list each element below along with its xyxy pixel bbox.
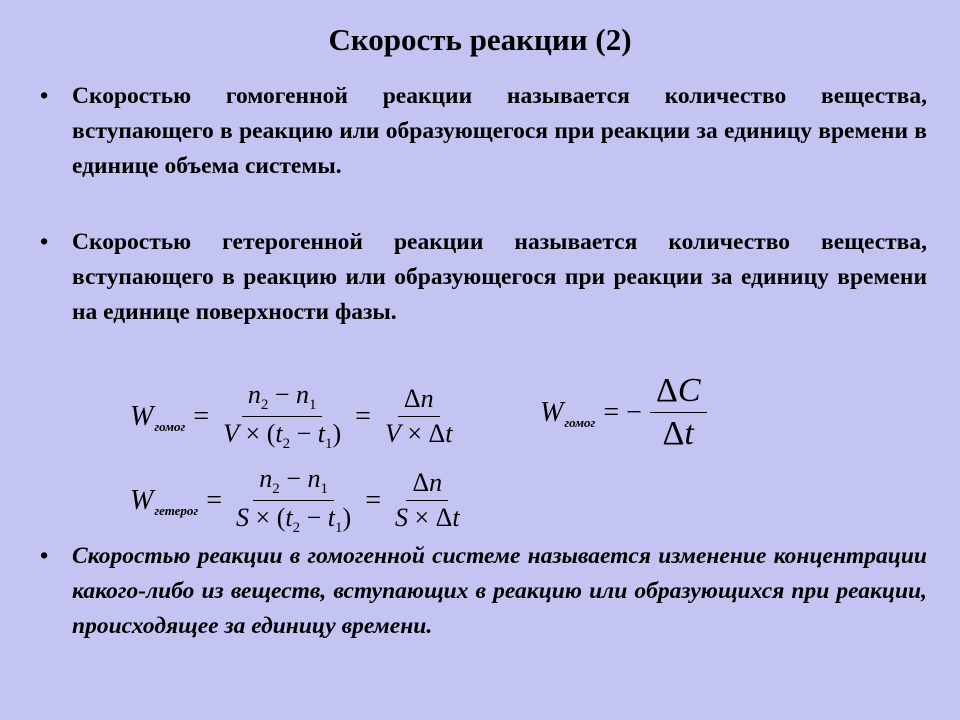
fraction: $\frac{n_2 - n_1}{S \times (t_2 - t_1)}$ — [236, 464, 352, 536]
fraction: $\frac{\Delta n}{V \times \Delta t}$ — [384, 384, 453, 448]
formula-concentration-rate: W гомог = − $\frac{\Delta C}{\Delta t}$ — [540, 370, 707, 455]
fraction: $\frac{\Delta n}{S \times \Delta t}$ — [394, 468, 460, 532]
formula-symbol-w: W — [540, 396, 564, 428]
formula-subscript: гетерог — [154, 502, 199, 518]
formula-symbol-w: W — [130, 400, 154, 432]
bullet-reaction-rate-definition — [40, 539, 927, 644]
bullet-text: Скоростью гетерогенной реакции называется количество вещества, вступающего в реакцию или образующегося при реакции за единицу времени на единице поверхности фазы. — [72, 229, 927, 325]
formula-subscript: гомог — [564, 414, 596, 430]
bullet-text: Скоростью реакции в гомогенной системе называется изменение концентрации какого-либо из веществ, вступающих в реакцию или образующихся при реакции, происходящее за единицу времени. — [72, 543, 927, 639]
bullet-dot: • — [40, 83, 49, 109]
bullet-heterogeneous-definition — [40, 225, 927, 330]
fraction: $\frac{n_2 - n_1}{V \times (t_2 - t_1)}$ — [223, 380, 342, 452]
formula-symbol-w: W — [130, 484, 154, 516]
slide-title: Скорость реакции (2) — [328, 22, 632, 57]
bullet-dot: • — [40, 229, 49, 255]
formula-homogeneous-rate: W гомог = $\frac{n_2 - n_1}{V \times (t_2 - t_1)}$ = $\frac{\Delta n}{V \times \Delta t}$ — [130, 378, 458, 455]
bullet-text: Скоростью гомогенной реакции называется количество вещества, вступающего в реакцию или образующегося при реакции за единицу времени в единице объема системы. — [72, 83, 927, 179]
bullet-dot: • — [40, 543, 49, 569]
fraction: $\frac{\Delta C}{\Delta t}$ — [650, 370, 707, 455]
bullet-homogeneous-definition — [40, 79, 927, 184]
formula-subscript: гомог — [154, 418, 186, 434]
formula-heterogeneous-rate: W гетерог = $\frac{n_2 - n_1}{S \times (t_2 - t_1)}$ = $\frac{\Delta n}{S \times \Delta t}$ — [130, 462, 466, 539]
